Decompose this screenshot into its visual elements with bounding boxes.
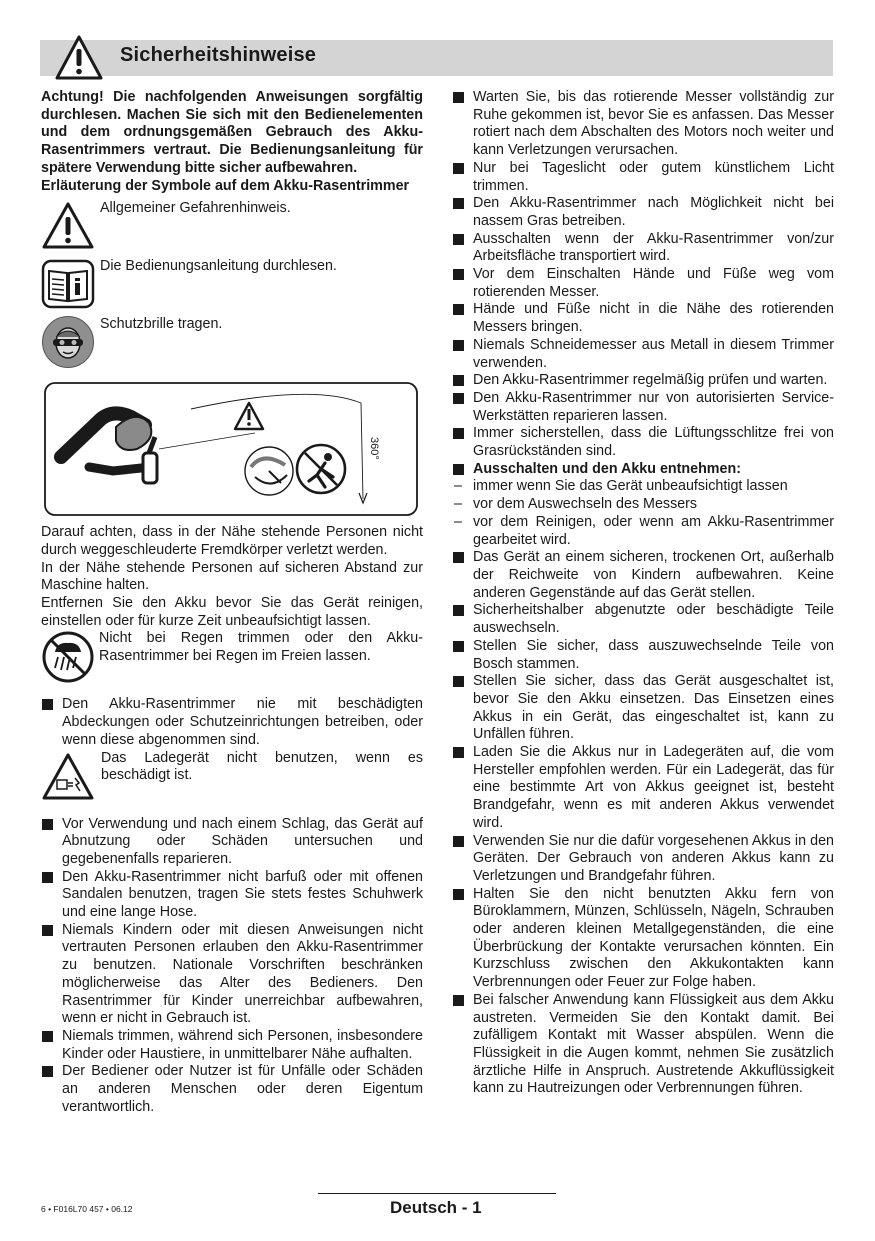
list-item: Hände und Füße nicht in die Nähe des rotierenden Messers bringen. (452, 301, 834, 336)
list-item: Halten Sie den nicht benutzten Akku fern von Büroklammern, Münzen, Schlüsseln, Nägeln, Schrauben oder anderen kleinen Metallgegenständen, die eine Überbrückung der Kontakte verursachen könnten. Ein Kurzschluss zwischen den Akkukontakten kann Verbrennungen oder Feuer zur Folge haben. (452, 886, 834, 992)
bullet-list (452, 89, 834, 1098)
list-item: Immer sicherstellen, dass die Lüftungsschlitze frei von Grasrückständen sind. (452, 425, 834, 460)
list-item-heading: Ausschalten und den Akku entnehmen: (452, 461, 834, 479)
symbol-row-general (41, 199, 423, 253)
footer-rule (318, 1193, 556, 1194)
no-rain-icon (41, 630, 95, 684)
symbol-row-manual (41, 257, 423, 311)
list-item: Niemals Schneidemesser aus Metall in diesem Trimmer verwenden. (452, 337, 834, 372)
bullet-list (41, 816, 423, 1117)
footer-doc-number: 6 • F016L70 457 • 06.12 (41, 1204, 133, 1214)
symbol-text: Allgemeiner Gefahrenhinweis. (100, 200, 291, 217)
list-item: Den Akku-Rasentrimmer nicht barfuß oder mit offenen Sandalen benutzen, tragen Sie stets festes Schuhwerk und eine lange Hose. (41, 869, 423, 922)
list-item: Nur bei Tageslicht oder gutem künstlichem Licht trimmen. (452, 160, 834, 195)
symbol-row-rain (41, 630, 423, 684)
dash-item: – vor dem Auswechseln des Messers (452, 496, 834, 514)
list-item: Sicherheitshalber abgenutzte oder beschädigte Teile auswechseln. (452, 602, 834, 637)
list-item: Das Gerät an einem sicheren, trockenen Ort, außerhalb der Reichweite von Kindern aufbewahren. Keine anderen Gegenstände auf das Gerät stellen. (452, 549, 834, 602)
left-column (41, 89, 423, 1117)
dash-item: – immer wenn Sie das Gerät unbeaufsichtigt lassen (452, 478, 834, 496)
list-item: Stellen Sie sicher, dass das Gerät ausgeschaltet ist, bevor Sie den Akku einsetzen. Das Einsetzen eines Akkus in ein Gerät, das eingeschaltet ist, kann zu Unfällen führen. (452, 673, 834, 744)
symbols-title: Erläuterung der Symbole auf dem Akku-Rasentrimmer (41, 177, 410, 194)
paragraph: Darauf achten, dass in der Nähe stehende Personen nicht durch weggeschleuderte Fremdkörper verletzt werden. (41, 524, 423, 558)
symbol-text: Das Ladegerät nicht benutzen, wenn es beschädigt ist. (101, 749, 423, 784)
list-item: Verwenden Sie nur die dafür vorgesehenen Akkus in den Geräten. Der Gebrauch von anderen Akkus kann zu Verletzungen und Brandgefahr führen. (452, 833, 834, 886)
list-item: Stellen Sie sicher, dass auszuwechselnde Teile von Bosch stammen. (452, 638, 834, 673)
list-item: Warten Sie, bis das rotierende Messer vollständig zur Ruhe gekommen ist, bevor Sie es anfassen. Das Messer rotiert nach dem Abschalten des Motors noch weiter und kann Verletzungen verursachen. (452, 89, 834, 160)
list-item: Den Akku-Rasentrimmer nur von autorisierten Service-Werkstätten reparieren lassen. (452, 390, 834, 425)
paragraph: In der Nähe stehende Personen auf sicheren Abstand zur Maschine halten. (41, 559, 423, 594)
list-item: Laden Sie die Akkus nur in Ladegeräten auf, die vom Hersteller empfohlen werden. Für ein Ladegerät, das für eine bestimmte Art von Akkus geeignet ist, besteht Brandgefahr, wenn es mit anderen Akkus verwendet wird. (452, 744, 834, 833)
safety-goggles-icon (41, 315, 95, 369)
list-item: Den Akku-Rasentrimmer regelmäßig prüfen und warten. (452, 372, 834, 390)
list-item: Vor Verwendung und nach einem Schlag, das Gerät auf Abnutzung oder Schäden untersuchen und gegebenenfalls reparieren. (41, 816, 423, 869)
list-item: Bei falscher Anwendung kann Flüssigkeit aus dem Akku austreten. Vermeiden Sie den Kontakt damit. Bei zufälligem Kontakt mit Wasser abspülen. Wenn die Flüssigkeit in die Augen kommt, nehmen Sie zusätzlich ärztliche Hilfe in Anspruch. Austretende Akkuflüssigkeit kann zu Hautreizungen oder Verbrennungen führen. (452, 992, 834, 1098)
page-title: Sicherheitshinweise (120, 44, 317, 66)
symbol-row-goggles (41, 315, 423, 369)
list-item: Den Akku-Rasentrimmer nie mit beschädigten Abdeckungen oder Schutzeinrichtungen betreiben, oder wenn diese abgenommen sind. (41, 696, 423, 749)
manual-book-icon (41, 257, 95, 311)
dash-item: – vor dem Reinigen, oder wenn am Akku-Rasentrimmer gearbeitet wird. (452, 514, 834, 549)
warning-triangle-icon (54, 34, 104, 82)
bullet-list (41, 696, 423, 749)
right-column (452, 89, 834, 1098)
symbol-text: Die Bedienungsanleitung durchlesen. (100, 258, 337, 275)
list-item: Ausschalten wenn der Akku-Rasentrimmer von/zur Arbeitsfläche transportiert wird. (452, 231, 834, 266)
list-item: Vor dem Einschalten Hände und Füße weg vom rotierenden Messer. (452, 266, 834, 301)
trimmer-hazard-diagram (41, 379, 423, 519)
list-item: Der Bediener oder Nutzer ist für Unfälle oder Schäden an anderen Menschen oder deren Eigentum verantwortlich. (41, 1063, 423, 1116)
intro-warning: Achtung! Die nachfolgenden Anweisungen sorgfältig durchlesen. Machen Sie sich mit den Bedienelementen und dem ordnungsgemäßen Gebrauch des Akku-Rasentrimmers vertraut. Die Bedienungsanleitung für spätere Verwendung bitte sicher aufbewahren. (41, 89, 423, 176)
list-item: Niemals trimmen, während sich Personen, insbesondere Kinder oder Haustiere, in unmittelbarer Nähe aufhalten. (41, 1028, 423, 1063)
symbol-text: Nicht bei Regen trimmen oder den Akku-Rasentrimmer bei Regen im Freien lassen. (99, 630, 423, 665)
paragraph: Entfernen Sie den Akku bevor Sie das Gerät reinigen, einstellen oder für kurze Zeit unbeaufsichtigt lassen. (41, 595, 423, 629)
warning-triangle-icon (41, 199, 95, 253)
symbol-text: Schutzbrille tragen. (100, 316, 223, 333)
list-item: Niemals Kindern oder mit diesen Anweisungen nicht vertrauten Personen erlauben den Akku-Rasentrimmer zu benutzen. Nationale Vorschriften beschränken möglicherweise das Alter des Bedieners. Den Rasentrimmer für Kinder unerreichbar aufbewahren, wenn er nicht in Gebrauch ist. (41, 922, 423, 1028)
damaged-charger-warning-icon (41, 750, 95, 804)
angle-label: 360° (368, 437, 380, 460)
symbol-row-charger (41, 750, 423, 804)
footer-page-label: Deutsch - 1 (390, 1198, 482, 1217)
list-item: Den Akku-Rasentrimmer nach Möglichkeit nicht bei nassem Gras betreiben. (452, 195, 834, 230)
